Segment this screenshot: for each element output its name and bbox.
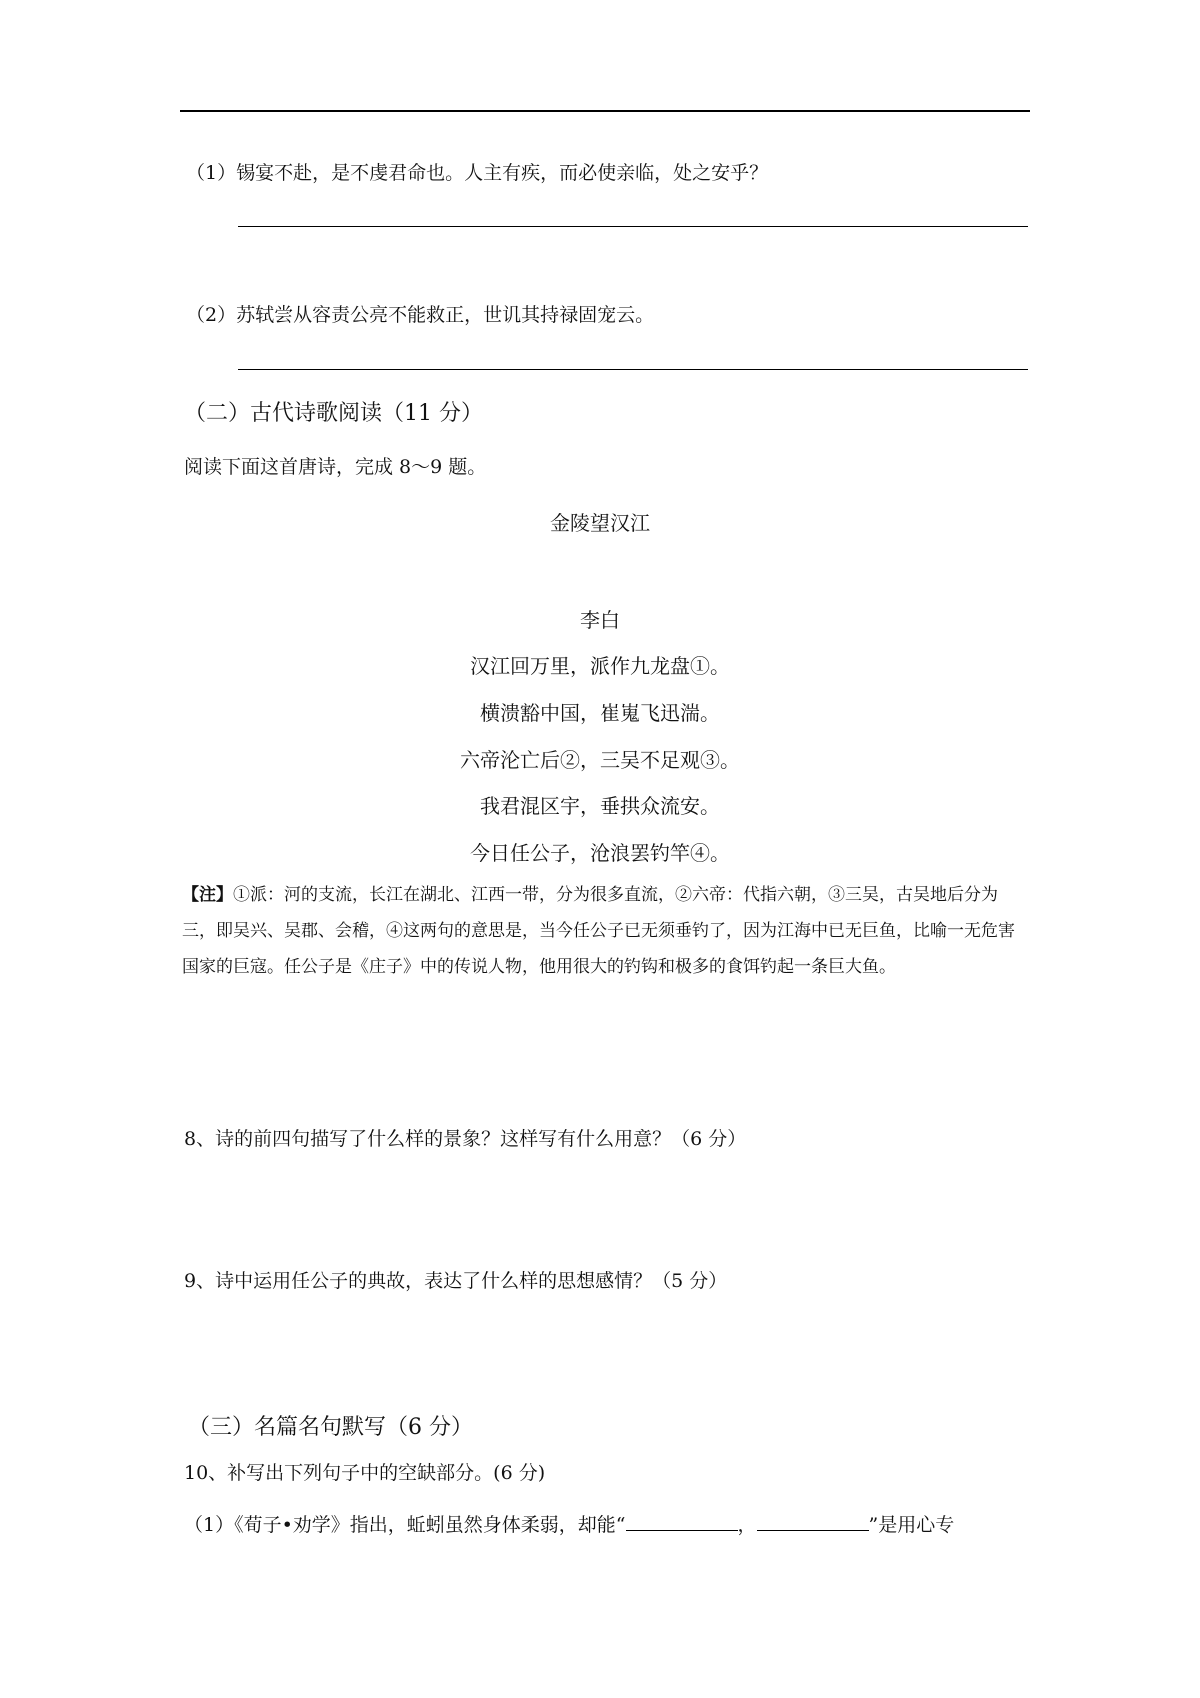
q10-1-prefix: （1）《荀子•劝学》指出，蚯蚓虽然身体柔弱，却能“ [184,1514,626,1536]
poem-line: 六帝沦亡后②，三吴不足观③。 [460,748,740,772]
question-2-text: （2）苏轼尝从容责公亮不能救正，世讥其持禄固宠云。 [186,304,655,326]
poem-author: 李白 [580,608,620,632]
question-10-1-text [184,1510,954,1537]
section-three-heading: （三）名篇名句默写（6 分） [188,1415,473,1440]
poem-title: 金陵望汉江 [550,511,650,535]
q10-1-comma: ， [737,1514,757,1536]
poem-line: 汉江回万里，派作九龙盘①。 [470,654,730,678]
question-8-text: 8、诗的前四句描写了什么样的景象？这样写有什么用意？（6 分） [184,1128,747,1150]
question-9-text: 9、诗中运用任公子的典故，表达了什么样的思想感情？（5 分） [184,1270,728,1292]
header-rule [180,110,1030,112]
q10-1-suffix: ”是用心专 [868,1514,955,1536]
fill-blank-2[interactable] [757,1512,869,1531]
poem-line: 横溃豁中国，崔嵬飞迅湍。 [480,701,720,725]
section-two-heading: （二）古代诗歌阅读（11 分） [184,401,483,426]
note-text: ①派：河的支流，长江在湖北、江西一带，分为很多直流，②六帝：代指六朝，③三吴，古吴地后分为三，即吴兴、吴郡、会稽，④这两句的意思是，当今任公子已无须垂钓了，因为江海中已无巨鱼，比喻一无危害国家的巨寇。任公子是《庄子》中的传说人物，他用很大的钓钩和极多的食饵钓起一条巨大鱼。 [182,885,1015,977]
fill-blank-1[interactable] [626,1512,738,1531]
answer-line-2[interactable] [238,369,1028,370]
note-label: 【注】 [182,885,233,905]
question-1-text: （1）锡宴不赴，是不虔君命也。人主有疾，而必使亲临，处之安乎？ [186,162,769,184]
question-10-text: 10、补写出下列句子中的空缺部分。(6 分) [184,1462,546,1484]
section-two-intro: 阅读下面这首唐诗，完成 8～9 题。 [184,456,487,478]
answer-line-1[interactable] [238,226,1028,227]
poem-line: 我君混区宇，垂拱众流安。 [480,794,720,818]
poem-note [182,877,1028,985]
poem-line: 今日任公子，沧浪罢钓竿④。 [470,841,730,865]
